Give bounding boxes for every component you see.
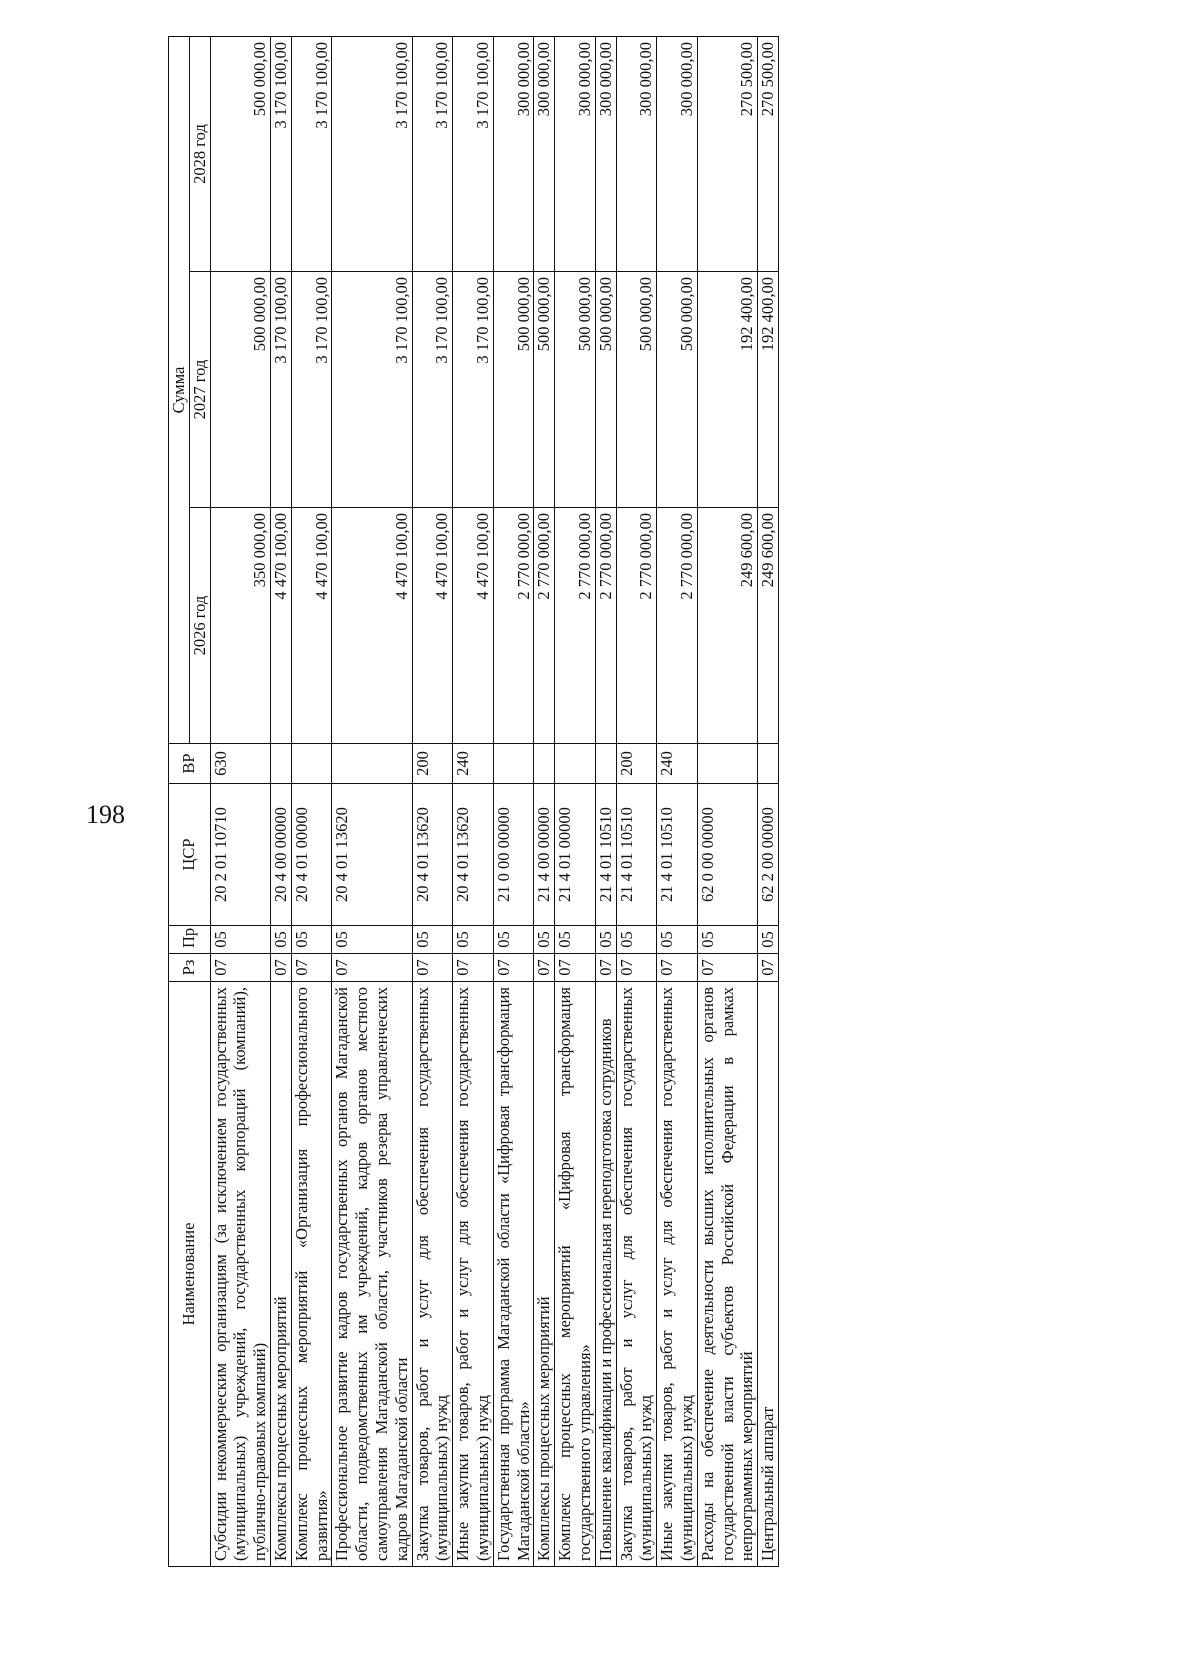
table-row [412,36,453,1566]
cell-pr: 05 [758,926,779,954]
cell-rz: 07 [595,954,616,982]
cell-name: Государственная программа Магаданской области «Цифровая трансформация Магаданской области» [493,982,534,1567]
cell-vr: 200 [412,744,453,784]
cell-vr: 240 [453,744,494,784]
cell-pr: 05 [291,926,332,954]
cell-pr: 05 [657,926,698,954]
cell-rz: 07 [412,954,453,982]
cell-pr: 05 [210,926,270,954]
cell-2028: 300 000,00 [657,36,698,271]
table-row [453,36,494,1566]
cell-csr: 21 4 01 10510 [595,784,616,926]
cell-csr: 20 2 01 10710 [210,784,270,926]
table-row [555,36,596,1566]
cell-rz: 07 [493,954,534,982]
cell-pr: 05 [412,926,453,954]
cell-2028: 3 170 100,00 [412,36,453,271]
cell-vr [555,744,596,784]
cell-2026: 4 470 100,00 [291,508,332,744]
cell-2026: 4 470 100,00 [270,508,291,744]
cell-2027: 500 000,00 [210,272,270,508]
cell-2026: 350 000,00 [210,508,270,744]
table-row [270,36,291,1566]
cell-2028: 300 000,00 [555,36,596,271]
page-number: 198 [86,800,125,829]
cell-2027: 500 000,00 [595,272,616,508]
table-row [595,36,616,1566]
cell-2026: 249 600,00 [758,508,779,744]
cell-2027: 500 000,00 [555,272,596,508]
cell-vr [270,744,291,784]
cell-2026: 4 470 100,00 [412,508,453,744]
cell-pr: 05 [595,926,616,954]
cell-rz: 07 [697,954,757,982]
cell-pr: 05 [332,926,412,954]
cell-name: Закупка товаров, работ и услуг для обеспечения государственных (муниципальных) нужд [412,982,453,1567]
cell-2026: 4 470 100,00 [453,508,494,744]
table-header-row [169,36,190,1566]
cell-csr: 62 2 00 00000 [758,784,779,926]
cell-csr: 21 4 01 10510 [657,784,698,926]
cell-rz: 07 [210,954,270,982]
cell-2028: 300 000,00 [493,36,534,271]
cell-csr: 21 4 00 00000 [534,784,555,926]
cell-vr: 630 [210,744,270,784]
cell-2028: 300 000,00 [595,36,616,271]
cell-name: Комплекс процессных мероприятий «Организация профессионального развития» [291,982,332,1567]
table-row [758,36,779,1566]
cell-2028: 500 000,00 [210,36,270,271]
cell-rz: 07 [657,954,698,982]
table-row [291,36,332,1566]
cell-2028: 3 170 100,00 [332,36,412,271]
cell-name: Закупка товаров, работ и услуг для обеспечения государственных (муниципальных) нужд [616,982,657,1567]
cell-vr [595,744,616,784]
cell-name: Профессиональное развитие кадров государственных органов Магаданской области, подведомственных им учреждений, кадров органов местного самоуправления Магаданской области, участников резерва управленческих кадров Магаданской области [332,982,412,1567]
column-header-2028: 2028 год [189,36,210,271]
cell-rz: 07 [270,954,291,982]
cell-2026: 2 770 000,00 [595,508,616,744]
cell-csr: 20 4 01 13620 [412,784,453,926]
cell-2026: 249 600,00 [697,508,757,744]
table-row [697,36,757,1566]
cell-vr: 200 [616,744,657,784]
cell-csr: 62 0 00 00000 [697,784,757,926]
table-row [332,36,412,1566]
budget-table [168,36,779,1567]
cell-rz: 07 [332,954,412,982]
column-header-sum: Сумма [169,36,190,743]
table-row [534,36,555,1566]
column-header-rz: Рз [169,954,211,982]
cell-name: Комплексы процессных мероприятий [270,982,291,1567]
cell-rz: 07 [291,954,332,982]
cell-vr [332,744,412,784]
table-row [657,36,698,1566]
table-row [210,36,270,1566]
cell-rz: 07 [534,954,555,982]
cell-2028: 300 000,00 [616,36,657,271]
cell-2027: 3 170 100,00 [291,272,332,508]
cell-csr: 21 0 00 00000 [493,784,534,926]
cell-csr: 20 4 01 13620 [332,784,412,926]
cell-2027: 500 000,00 [493,272,534,508]
column-header-vr: ВР [169,744,211,784]
cell-2028: 3 170 100,00 [270,36,291,271]
cell-2026: 4 470 100,00 [332,508,412,744]
cell-name: Комплекс процессных мероприятий «Цифровая трансформация государственного управления» [555,982,596,1567]
cell-2027: 500 000,00 [657,272,698,508]
cell-2027: 500 000,00 [616,272,657,508]
cell-2026: 2 770 000,00 [555,508,596,744]
cell-rz: 07 [616,954,657,982]
cell-csr: 21 4 01 10510 [616,784,657,926]
cell-2027: 3 170 100,00 [412,272,453,508]
cell-2027: 3 170 100,00 [270,272,291,508]
cell-2026: 2 770 000,00 [534,508,555,744]
cell-2027: 500 000,00 [534,272,555,508]
column-header-name: Наименование [169,982,211,1567]
cell-2028: 270 500,00 [697,36,757,271]
cell-name: Иные закупки товаров, работ и услуг для обеспечения государственных (муниципальных) нужд [657,982,698,1567]
cell-pr: 05 [555,926,596,954]
cell-vr [534,744,555,784]
cell-pr: 05 [453,926,494,954]
cell-name: Комплексы процессных мероприятий [534,982,555,1567]
cell-csr: 21 4 01 00000 [555,784,596,926]
cell-2028: 3 170 100,00 [291,36,332,271]
cell-2028: 270 500,00 [758,36,779,271]
column-header-csr: ЦСР [169,784,211,926]
cell-vr [493,744,534,784]
cell-2027: 192 400,00 [758,272,779,508]
cell-2028: 3 170 100,00 [453,36,494,271]
cell-name: Повышение квалификации и профессиональная переподготовка сотрудников [595,982,616,1567]
cell-pr: 05 [697,926,757,954]
budget-table-page [168,37,1096,1567]
cell-pr: 05 [493,926,534,954]
cell-csr: 20 4 01 13620 [453,784,494,926]
cell-vr [758,744,779,784]
cell-vr [697,744,757,784]
cell-rz: 07 [453,954,494,982]
cell-pr: 05 [270,926,291,954]
table-body [210,36,778,1566]
column-header-pr: Пр [169,926,211,954]
cell-2027: 3 170 100,00 [453,272,494,508]
cell-2027: 192 400,00 [697,272,757,508]
cell-name: Центральный аппарат [758,982,779,1567]
cell-name: Расходы на обеспечение деятельности высших исполнительных органов государственной власти субъектов Российской Федерации в рамках непрограммных мероприятий [697,982,757,1567]
cell-2026: 2 770 000,00 [493,508,534,744]
cell-name: Субсидии некоммерческим организациям (за исключением государственных (муниципальных) учреждений, государственных корпораций (компаний), публично-правовых компаний) [210,982,270,1567]
cell-csr: 20 4 00 00000 [270,784,291,926]
cell-pr: 05 [534,926,555,954]
cell-2027: 3 170 100,00 [332,272,412,508]
column-header-2027: 2027 год [189,272,210,508]
cell-name: Иные закупки товаров, работ и услуг для обеспечения государственных (муниципальных) нужд [453,982,494,1567]
table-row [616,36,657,1566]
cell-2026: 2 770 000,00 [616,508,657,744]
cell-vr: 240 [657,744,698,784]
cell-2028: 300 000,00 [534,36,555,271]
cell-2026: 2 770 000,00 [657,508,698,744]
cell-vr [291,744,332,784]
table-row [493,36,534,1566]
column-header-2026: 2026 год [189,508,210,744]
cell-csr: 20 4 01 00000 [291,784,332,926]
cell-rz: 07 [555,954,596,982]
cell-pr: 05 [616,926,657,954]
cell-rz: 07 [758,954,779,982]
